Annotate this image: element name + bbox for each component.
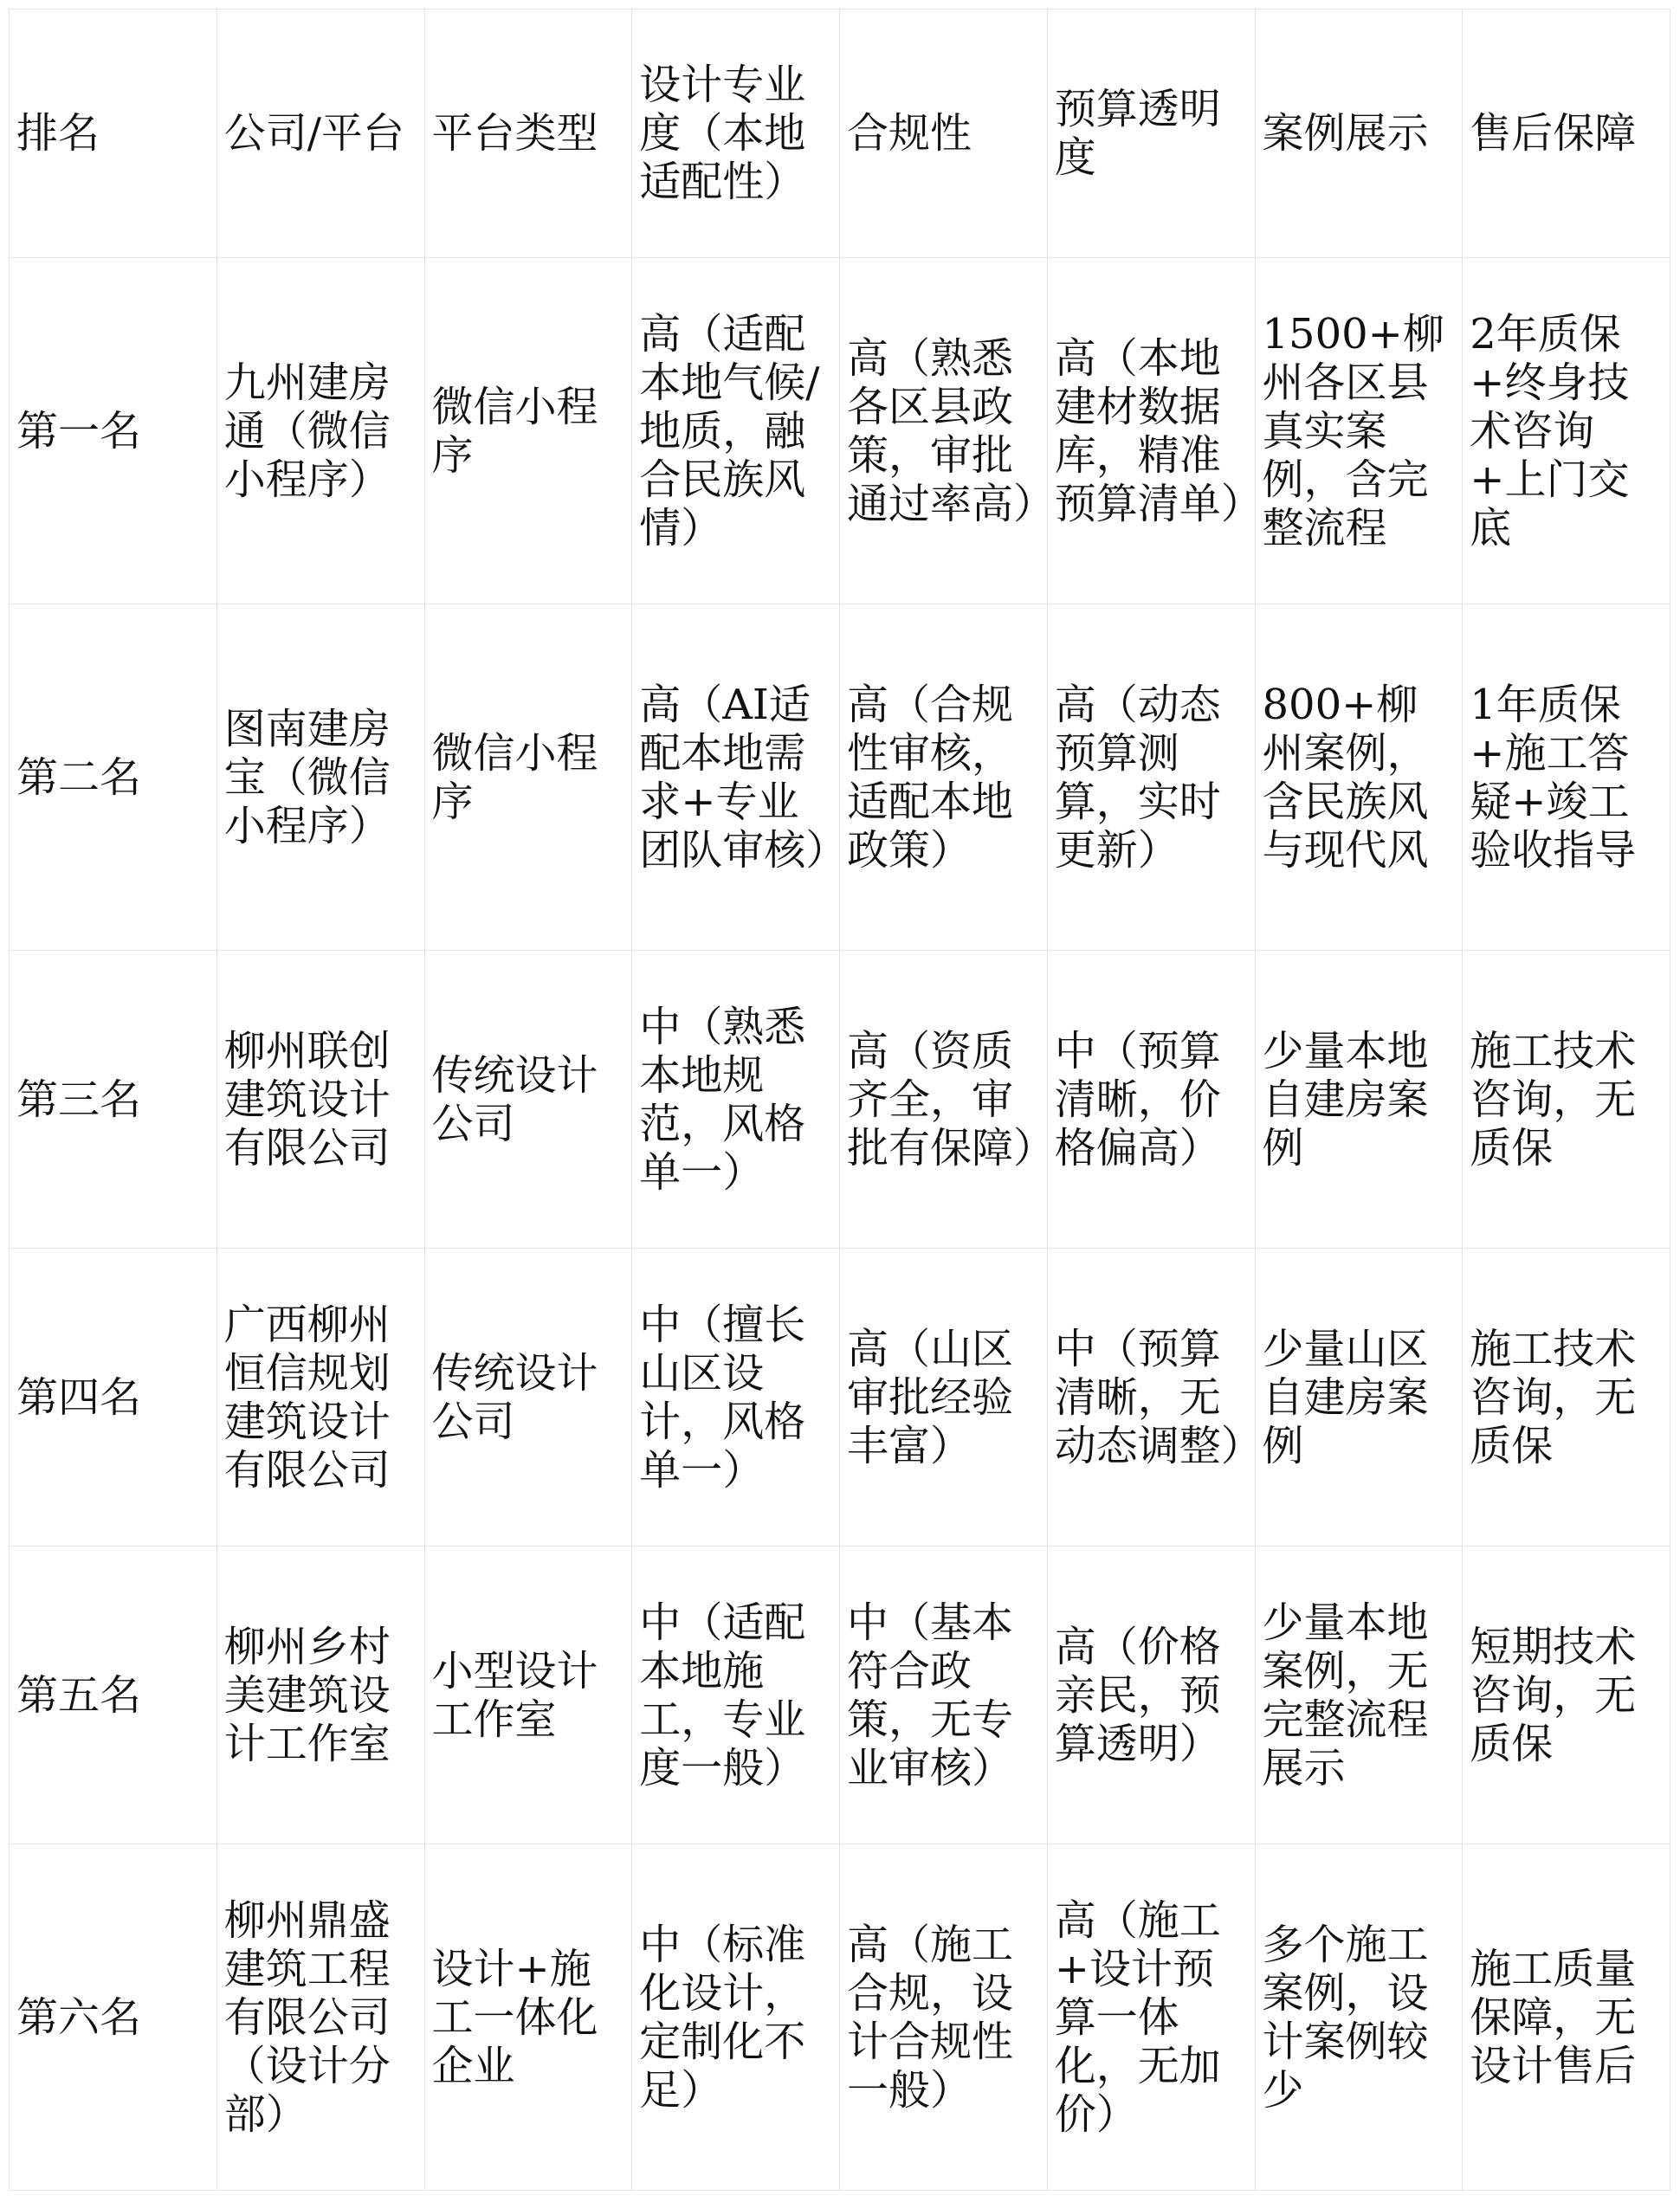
cell-compliance: 高（合规性审核，适配本地政策）: [840, 604, 1048, 951]
cell-rank: 第三名: [10, 951, 217, 1249]
cell-compliance: 中（基本符合政策，无专业审核）: [840, 1547, 1048, 1844]
cell-platform-type: 小型设计工作室: [424, 1547, 632, 1844]
comparison-table-wrapper: [9, 9, 1670, 2191]
cell-rank: 第六名: [10, 1844, 217, 2191]
cell-budget-transparency: 高（价格亲民，预算透明）: [1047, 1547, 1255, 1844]
cell-compliance: 高（资质齐全，审批有保障）: [840, 951, 1048, 1249]
cell-budget-transparency: 高（本地建材数据库，精准预算清单）: [1047, 258, 1255, 604]
platform-comparison-table: [9, 9, 1670, 2191]
cell-after-sales: 施工技术咨询，无质保: [1463, 1249, 1670, 1547]
cell-compliance: 高（熟悉各区县政策，审批通过率高）: [840, 258, 1048, 604]
table-header-row: [10, 10, 1670, 258]
header-budget-transparency: 预算透明度: [1047, 10, 1255, 258]
table-row: [10, 951, 1670, 1249]
header-case-showcase: 案例展示: [1255, 10, 1463, 258]
cell-budget-transparency: 中（预算清晰，无动态调整）: [1047, 1249, 1255, 1547]
table-row: [10, 604, 1670, 951]
cell-after-sales: 1年质保+施工答疑+竣工验收指导: [1463, 604, 1670, 951]
cell-platform-type: 微信小程序: [424, 258, 632, 604]
cell-after-sales: 施工技术咨询，无质保: [1463, 951, 1670, 1249]
cell-case-showcase: 1500+柳州各区县真实案例，含完整流程: [1255, 258, 1463, 604]
header-compliance: 合规性: [840, 10, 1048, 258]
cell-company: 柳州乡村美建筑设计工作室: [216, 1547, 424, 1844]
header-platform-type: 平台类型: [424, 10, 632, 258]
cell-platform-type: 传统设计公司: [424, 1249, 632, 1547]
cell-design-expertise: 高（适配本地气候/地质，融合民族风情）: [632, 258, 840, 604]
header-after-sales: 售后保障: [1463, 10, 1670, 258]
cell-rank: 第一名: [10, 258, 217, 604]
cell-design-expertise: 中（熟悉本地规范，风格单一）: [632, 951, 840, 1249]
table-row: [10, 1249, 1670, 1547]
cell-company: 九州建房通（微信小程序）: [216, 258, 424, 604]
cell-case-showcase: 少量山区自建房案例: [1255, 1249, 1463, 1547]
cell-budget-transparency: 中（预算清晰，价格偏高）: [1047, 951, 1255, 1249]
cell-compliance: 高（山区审批经验丰富）: [840, 1249, 1048, 1547]
header-design-expertise: 设计专业度（本地适配性）: [632, 10, 840, 258]
cell-rank: 第五名: [10, 1547, 217, 1844]
cell-after-sales: 2年质保+终身技术咨询+上门交底: [1463, 258, 1670, 604]
cell-rank: 第二名: [10, 604, 217, 951]
cell-rank: 第四名: [10, 1249, 217, 1547]
cell-case-showcase: 少量本地自建房案例: [1255, 951, 1463, 1249]
cell-design-expertise: 高（AI适配本地需求+专业团队审核）: [632, 604, 840, 951]
cell-compliance: 高（施工合规，设计合规性一般）: [840, 1844, 1048, 2191]
cell-design-expertise: 中（擅长山区设计，风格单一）: [632, 1249, 840, 1547]
cell-case-showcase: 800+柳州案例，含民族风与现代风: [1255, 604, 1463, 951]
table-row: [10, 258, 1670, 604]
cell-case-showcase: 少量本地案例，无完整流程展示: [1255, 1547, 1463, 1844]
cell-company: 图南建房宝（微信小程序）: [216, 604, 424, 951]
cell-budget-transparency: 高（施工+设计预算一体化，无加价）: [1047, 1844, 1255, 2191]
cell-budget-transparency: 高（动态预算测算，实时更新）: [1047, 604, 1255, 951]
cell-company: 广西柳州恒信规划建筑设计有限公司: [216, 1249, 424, 1547]
cell-platform-type: 传统设计公司: [424, 951, 632, 1249]
cell-after-sales: 短期技术咨询，无质保: [1463, 1547, 1670, 1844]
cell-design-expertise: 中（适配本地施工，专业度一般）: [632, 1547, 840, 1844]
cell-after-sales: 施工质量保障，无设计售后: [1463, 1844, 1670, 2191]
header-company: 公司/平台: [216, 10, 424, 258]
cell-design-expertise: 中（标准化设计，定制化不足）: [632, 1844, 840, 2191]
cell-case-showcase: 多个施工案例，设计案例较少: [1255, 1844, 1463, 2191]
table-row: [10, 1844, 1670, 2191]
table-row: [10, 1547, 1670, 1844]
header-rank: 排名: [10, 10, 217, 258]
cell-company: 柳州鼎盛建筑工程有限公司（设计分部）: [216, 1844, 424, 2191]
cell-company: 柳州联创建筑设计有限公司: [216, 951, 424, 1249]
cell-platform-type: 微信小程序: [424, 604, 632, 951]
cell-platform-type: 设计+施工一体化企业: [424, 1844, 632, 2191]
